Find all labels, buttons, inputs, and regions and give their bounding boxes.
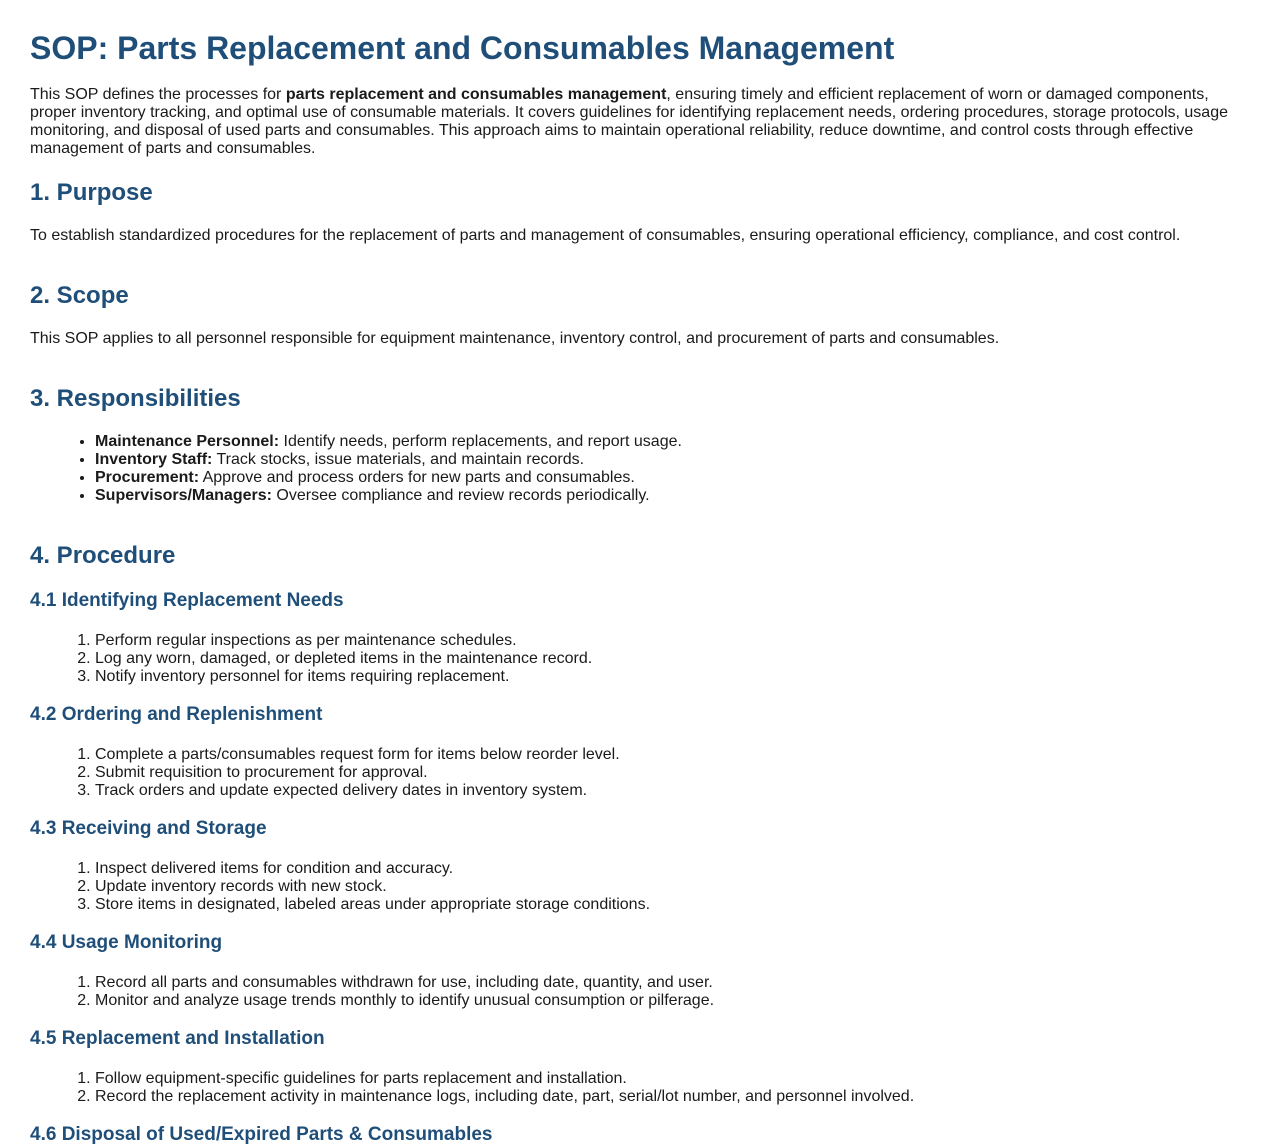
procedure-section-heading: 4.6 Disposal of Used/Expired Parts & Consumables xyxy=(30,1124,493,1145)
list-item: 2. Submit requisition to procurement for approval. xyxy=(95,764,1233,782)
list-item: 3. Store items in designated, labeled areas under appropriate storage conditions. xyxy=(95,896,1233,914)
role-label: Supervisors/Managers: xyxy=(95,487,272,504)
responsibilities-heading: 3. Responsibilities xyxy=(30,385,241,412)
procedure-steps xyxy=(30,974,1233,1010)
procedure-section-heading: 4.1 Identifying Replacement Needs xyxy=(30,590,344,611)
list-item: 1. Follow equipment-specific guidelines for parts replacement and installation. xyxy=(95,1070,1233,1088)
list-item xyxy=(95,451,1233,469)
procedure-steps xyxy=(30,746,1233,800)
list-item: 3. Notify inventory personnel for items requiring replacement. xyxy=(95,668,1233,686)
role-label: Inventory Staff: xyxy=(95,451,213,468)
procedure-heading: 4. Procedure xyxy=(30,542,176,569)
role-description: Track stocks, issue materials, and maintain records. xyxy=(212,451,585,468)
purpose-heading: 1. Purpose xyxy=(30,179,153,206)
procedure-section-heading: 4.5 Replacement and Installation xyxy=(30,1028,325,1049)
list-item: 3. Track orders and update expected delivery dates in inventory system. xyxy=(95,782,1233,800)
list-item: 2. Update inventory records with new stock. xyxy=(95,878,1233,896)
role-description: Approve and process orders for new parts and consumables. xyxy=(199,469,635,486)
intro-text-after: , ensuring timely and efficient replacement of worn or damaged components, proper inventory tracking, and optimal use of consumable materials. It covers guidelines for identifying replacement needs, ordering procedures, storage protocols, usage monitoring, and disposal of used parts and consumables. This approach aims to maintain operational reliability, reduce downtime, and control costs through effective management of parts and consumables. xyxy=(30,86,1228,157)
procedure-section-heading: 4.2 Ordering and Replenishment xyxy=(30,704,323,725)
page-title: SOP: Parts Replacement and Consumables Management xyxy=(30,30,895,66)
list-item: 1. Perform regular inspections as per maintenance schedules. xyxy=(95,632,1233,650)
list-item: 1. Inspect delivered items for condition and accuracy. xyxy=(95,860,1233,878)
list-item: 2. Monitor and analyze usage trends monthly to identify unusual consumption or pilferage. xyxy=(95,992,1233,1010)
intro-paragraph xyxy=(30,86,1233,158)
purpose-text: To establish standardized procedures for the replacement of parts and management of consumables, ensuring operational efficiency, compliance, and cost control. xyxy=(30,227,1181,244)
procedure-steps xyxy=(30,1070,1233,1106)
procedure-steps xyxy=(30,632,1233,686)
intro-text-bold: parts replacement and consumables management xyxy=(285,86,667,103)
procedure-section-heading: 4.4 Usage Monitoring xyxy=(30,932,223,953)
scope-heading: 2. Scope xyxy=(30,282,129,309)
role-description: Oversee compliance and review records periodically. xyxy=(271,487,650,504)
list-item: 2. Log any worn, damaged, or depleted items in the maintenance record. xyxy=(95,650,1233,668)
intro-text-before: This SOP defines the processes for xyxy=(30,86,286,103)
role-label: Maintenance Personnel: xyxy=(95,433,280,450)
list-item xyxy=(95,469,1233,487)
role-label: Procurement: xyxy=(95,469,200,486)
list-item: 2. Record the replacement activity in maintenance logs, including date, part, serial/lot number, and personnel involved. xyxy=(95,1088,1233,1106)
procedure-steps xyxy=(30,860,1233,914)
list-item: 1. Record all parts and consumables withdrawn for use, including date, quantity, and user. xyxy=(95,974,1233,992)
list-item xyxy=(95,487,1233,505)
role-description: Identify needs, perform replacements, and report usage. xyxy=(279,433,682,450)
scope-text: This SOP applies to all personnel responsible for equipment maintenance, inventory control, and procurement of parts and consumables. xyxy=(30,330,1000,347)
responsibilities-list xyxy=(30,433,1233,505)
list-item: 1. Complete a parts/consumables request form for items below reorder level. xyxy=(95,746,1233,764)
procedure-section-heading: 4.3 Receiving and Storage xyxy=(30,818,267,839)
list-item xyxy=(95,433,1233,451)
